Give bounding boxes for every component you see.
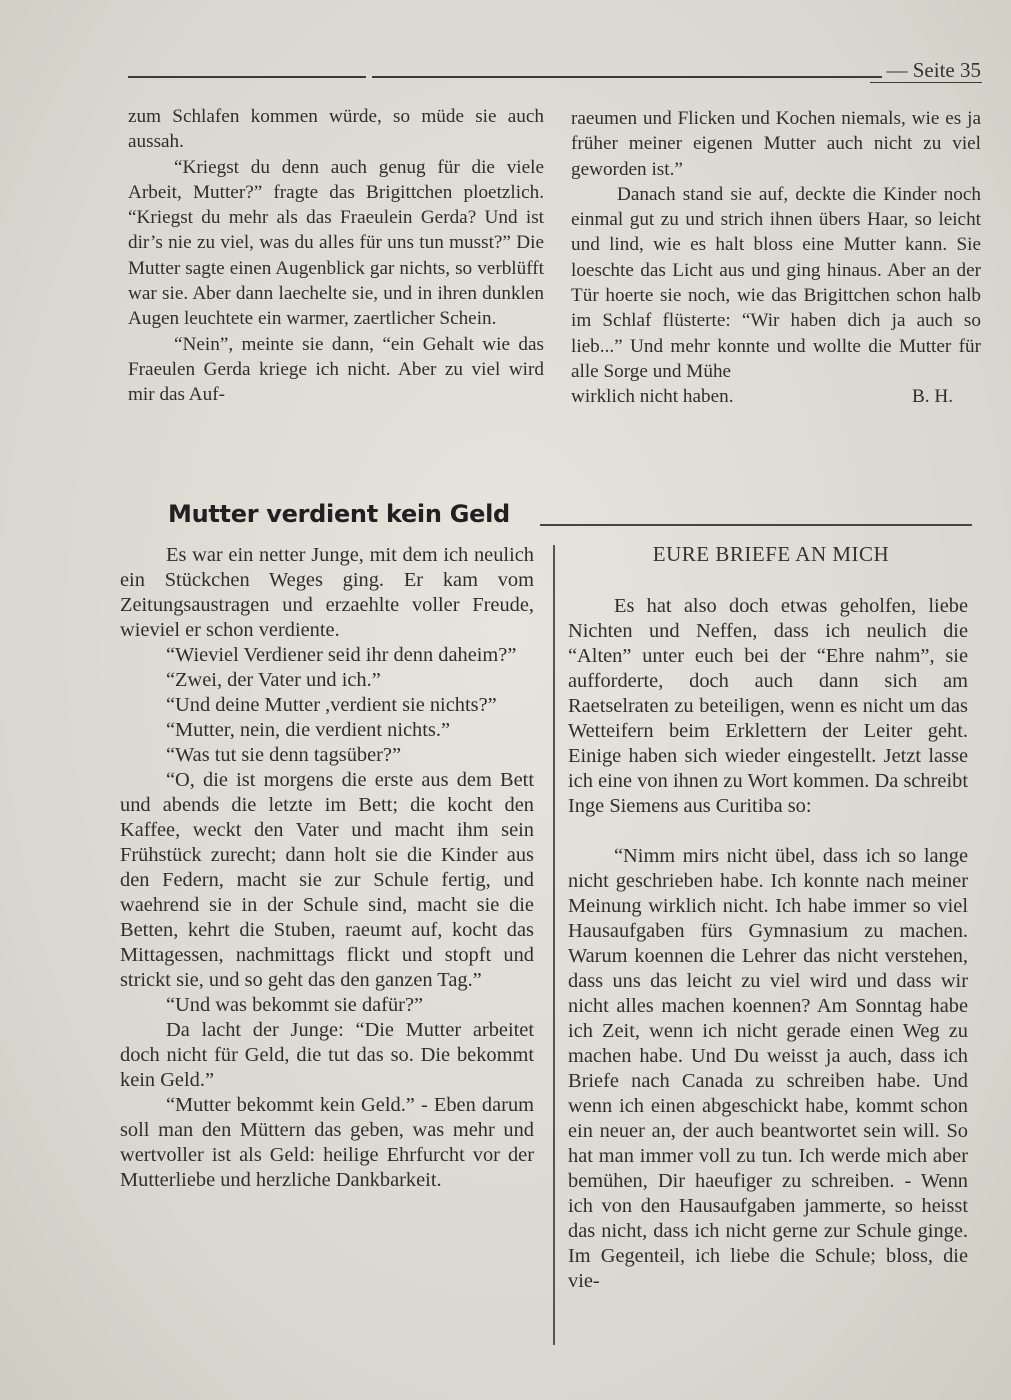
header-rule-right bbox=[372, 76, 882, 78]
paragraph: “Und deine Mutter ,verdient sie nichts?” bbox=[166, 694, 497, 716]
header-rule-left bbox=[128, 76, 366, 78]
author-signature: B. H. bbox=[911, 386, 953, 408]
column-divider bbox=[553, 545, 555, 1345]
letters-intro: Es hat also doch etwas geholfen, liebe Nichten und Neffen, dass ich neulich die “Alten” unter euch bei der “Ehre nahm”, sie aufforderte, doch auch dann sich am Raetselraten zu beteiligen, wenn es nicht um das Wetteifern beim Erklettern der Leiter geht. Einige haben sich wieder eingestellt. Jetzt lasse ich eine von ihnen zu Wort kommen. Da schreibt Inge Siemens aus Curitiba so: bbox=[568, 595, 968, 817]
page-number: — Seite 35 bbox=[886, 58, 981, 82]
paragraph: “Mutter bekommt kein Geld.” - Eben darum soll man den Müttern das geben, was mehr und wertvoller ist als Geld: heilige Ehrfurcht vor der Mutterliebe und herzliche Dankbarkeit. bbox=[120, 1094, 534, 1191]
closing-text: wirklich nicht haben. bbox=[571, 386, 734, 408]
top-right-column bbox=[571, 106, 981, 410]
paragraph: raeumen und Flicken und Kochen niemals, wie es ja früher meiner eigenen Mutter auch nicht zu viel geworden ist.” bbox=[571, 108, 981, 180]
paragraph: “Mutter, nein, die verdient nichts.” bbox=[166, 719, 450, 741]
title-rule bbox=[540, 524, 972, 526]
paragraph: “Und was bekommt sie dafür?” bbox=[166, 994, 424, 1016]
article-column bbox=[120, 543, 534, 1193]
top-left-column bbox=[128, 104, 544, 408]
paragraph: “Kriegst du denn auch genug für die viele Arbeit, Mutter?” fragte das Brigittchen ploetzlich. “Kriegst du mehr als das Fraeulein Gerda? Und ist dir’s nie zu viel, was du alles für uns tun musst?” Die Mutter sagte einen Augenblick gar nichts, so verblüfft war sie. Aber dann laechelte sie, und in ihren dunklen Augen leuchtete ein warmer, zaertlicher Schein. bbox=[128, 156, 544, 330]
paragraph: “Wieviel Verdiener seid ihr denn daheim?” bbox=[166, 644, 517, 666]
letters-section-title: EURE BRIEFE AN MICH bbox=[652, 542, 890, 566]
paragraph: “Was tut sie denn tagsüber?” bbox=[166, 744, 402, 766]
paragraph: “Nein”, meinte sie dann, “ein Gehalt wie das Fraeulen Gerda kriege ich nicht. Aber zu viel wird mir das Auf- bbox=[128, 333, 544, 406]
paragraph: Es war ein netter Junge, mit dem ich neulich ein Stückchen Weges ging. Er kam vom Zeitungsaustragen und erzaehlte voller Freude, wieviel er schon verdiente. bbox=[120, 544, 534, 641]
letters-column bbox=[568, 594, 968, 1294]
paragraph: Danach stand sie auf, deckte die Kinder noch einmal gut zu und strich ihnen übers Haar, so leicht und lind, wie es halt bloss eine Mutter kann. Sie loeschte das Licht aus und ging hinaus. Aber an der Tür hoerte sie noch, wie das Brigittchen schon halb im Schlaf flüsterte: “Wir haben dich ja auch so lieb...” Und mehr konnte und wollte die Mutter für alle Sorge und Mühe bbox=[571, 183, 981, 382]
paragraph: “Zwei, der Vater und ich.” bbox=[166, 669, 381, 691]
paragraph: “O, die ist morgens die erste aus dem Bett und abends die letzte im Bett; die kocht den Kaffee, weckt den Vater und macht ihm sein Frühstück zurecht; dann holt sie die Kinder aus den Federn, macht sie zur Schule fertig, und waehrend sie in der Schule sind, macht sie die Betten, kehrt die Stuben, raeumt auf, kocht das Mittagessen, nachmittags flickt und stopft und strickt sie, und so geht das den ganzen Tag.” bbox=[120, 769, 534, 991]
letter-quote: “Nimm mirs nicht übel, dass ich so lange nicht geschrieben habe. Ich konnte nach meiner Meinung wirklich nicht. Ich habe immer so viel Hausaufgaben fürs Gymnasium zu machen. Warum koennen die Lehrer das nicht verstehen, dass uns das leicht zu viel wird und dass wir nicht alles machen koennen? Am Sonntag habe ich Zeit, wenn ich nicht gerade einen Weg zu machen habe. Und Du weisst ja auch, dass ich Briefe nach Canada zu schreiben habe. Und wenn ich einen abgeschickt habe, kommt schon ein neuer an, der auch beantwortet sein will. So hat man immer voll zu tun. Ich werde mich aber bemühen, Dir haeufiger zu schreiben. - Wenn ich von den Hausaufgaben jammerte, so heisst das nicht, dass ich nicht gerne zur Schule ginge. Im Gegenteil, ich liebe die Schule; bloss, die vie- bbox=[568, 845, 968, 1292]
article-title: Mutter verdient kein Geld bbox=[168, 500, 510, 528]
closing-line bbox=[571, 384, 981, 409]
paragraph: Da lacht der Junge: “Die Mutter arbeitet doch nicht für Geld, die tut das so. Die bekommt kein Geld.” bbox=[120, 1019, 534, 1091]
paragraph: zum Schlafen kommen würde, so müde sie auch aussah. bbox=[128, 106, 544, 153]
